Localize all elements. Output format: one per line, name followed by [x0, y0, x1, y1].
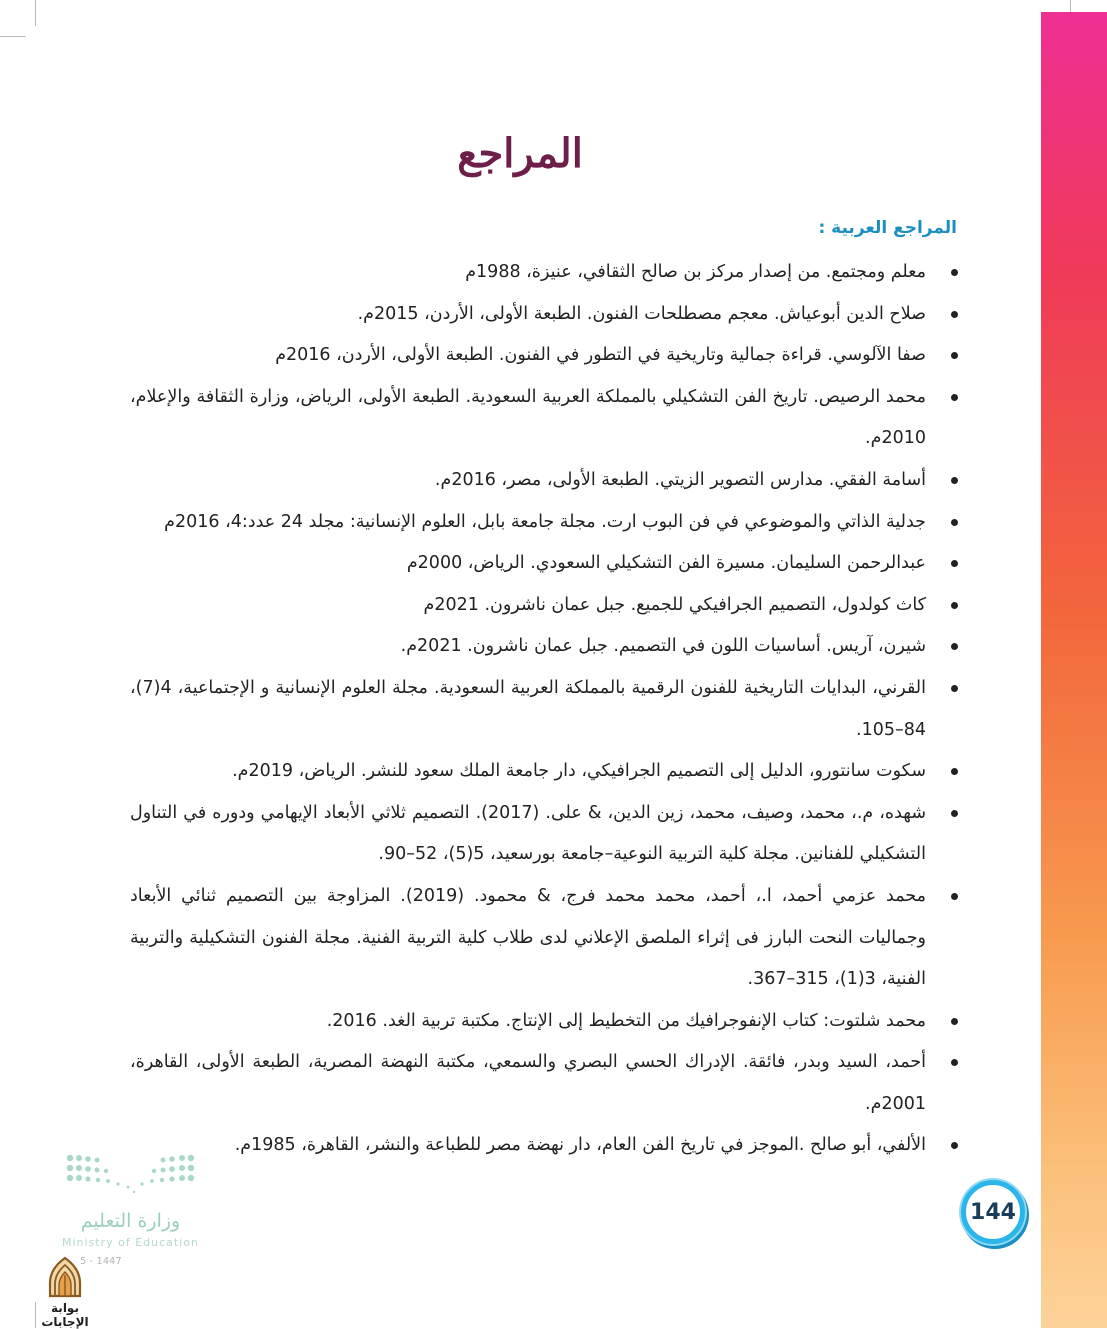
crop-mark: [0, 36, 26, 37]
decorative-side-strip: [1041, 12, 1107, 1328]
section-heading: المراجع العربية :: [818, 218, 957, 238]
reference-item: كاث كولدول، التصميم الجرافيكي للجميع. جبل عمان ناشرون. 2021م: [130, 585, 958, 627]
ministry-name-arabic: وزارة التعليم: [80, 1210, 181, 1232]
reference-item: محمد عزمي أحمد، ا.، أحمد، محمد محمد فرج، & محمود. (2019). المزاوجة بين التصميم ثنائي الأبعاد وجماليات النحت البارز فى إثراء الملصق الإعلاني لدى طلاب كلية التربية الفنية. مجلة الفنون التشكيلية والتربية الفنية، 3(1)، 315–367.: [130, 876, 958, 1001]
page-title: المراجع: [457, 130, 583, 177]
reference-item: شهده، م.، محمد، وصيف، محمد، زين الدين، & على. (2017). التصميم ثلاثي الأبعاد الإيهامي ودوره في التناول التشكيلي للفنانين. مجلة كلية التربية النوعية–جامعة بورسعيد، 5(5)، 52–90.: [130, 793, 958, 876]
site-name: بوابة الإجابات: [41, 1301, 89, 1329]
ministry-dots-icon: [62, 1150, 198, 1196]
reference-item: عبدالرحمن السليمان. مسيرة الفن التشكيلي السعودي. الرياض، 2000م: [130, 543, 958, 585]
page-number: 144: [969, 1188, 1017, 1236]
reference-item: صلاح الدين أبوعياش. معجم مصطلحات الفنون. الطبعة الأولى، الأردن، 2015م.: [130, 294, 958, 336]
mosque-emblem-icon: [43, 1255, 87, 1299]
reference-item: شيرن، آريس. أساسيات اللون في التصميم. جبل عمان ناشرون. 2021م.: [130, 626, 958, 668]
reference-item: محمد شلتوت: كتاب الإنفوجرافيك من التخطيط إلى الإنتاج. مكتبة تربية الغد. 2016.: [130, 1001, 958, 1043]
reference-item: أسامة الفقي. مدارس التصوير الزيتي. الطبعة الأولى، مصر، 2016م.: [130, 460, 958, 502]
site-logo: [26, 1255, 104, 1329]
edition-year: 5 - 1447: [80, 1256, 122, 1267]
reference-item: القرني، البدايات التاريخية للفنون الرقمية بالمملكة العربية السعودية. مجلة العلوم الإنسانية و الإجتماعية، 4(7)، 84–105.: [130, 668, 958, 751]
reference-item: أحمد، السيد وبدر، فائقة. الإدراك الحسي البصري والسمعي، مكتبة النهضة المصرية، الطبعة الأولى، القاهرة، 2001م.: [130, 1042, 958, 1125]
reference-item: سكوت سانتورو، الدليل إلى التصميم الجرافيكي، دار جامعة الملك سعود للنشر. الرياض، 2019م.: [130, 751, 958, 793]
reference-item: معلم ومجتمع. من إصدار مركز بن صالح الثقافي، عنيزة، 1988م: [130, 252, 958, 294]
crop-mark: [35, 0, 36, 26]
reference-list: [130, 252, 958, 1167]
page-number-badge: [961, 1180, 1025, 1244]
reference-item: جدلية الذاتي والموضوعي في فن البوب ارت. مجلة جامعة بابل، العلوم الإنسانية: مجلد 24 عدد:4، 2016م: [130, 502, 958, 544]
reference-item: محمد الرصيص. تاريخ الفن التشكيلي بالمملكة العربية السعودية. الطبعة الأولى، الرياض، وزارة الثقافة والإعلام، 2010م.: [130, 377, 958, 460]
reference-item: صفا الآلوسي. قراءة جمالية وتاريخية في التطور في الفنون. الطبعة الأولى، الأردن، 2016م: [130, 335, 958, 377]
reference-item: الألفي، أبو صالح .الموجز في تاريخ الفن العام، دار نهضة مصر للطباعة والنشر، القاهرة، 1985م.: [130, 1125, 958, 1167]
ministry-name-english: Ministry of Education: [61, 1236, 199, 1249]
ministry-logo: [58, 1150, 203, 1249]
